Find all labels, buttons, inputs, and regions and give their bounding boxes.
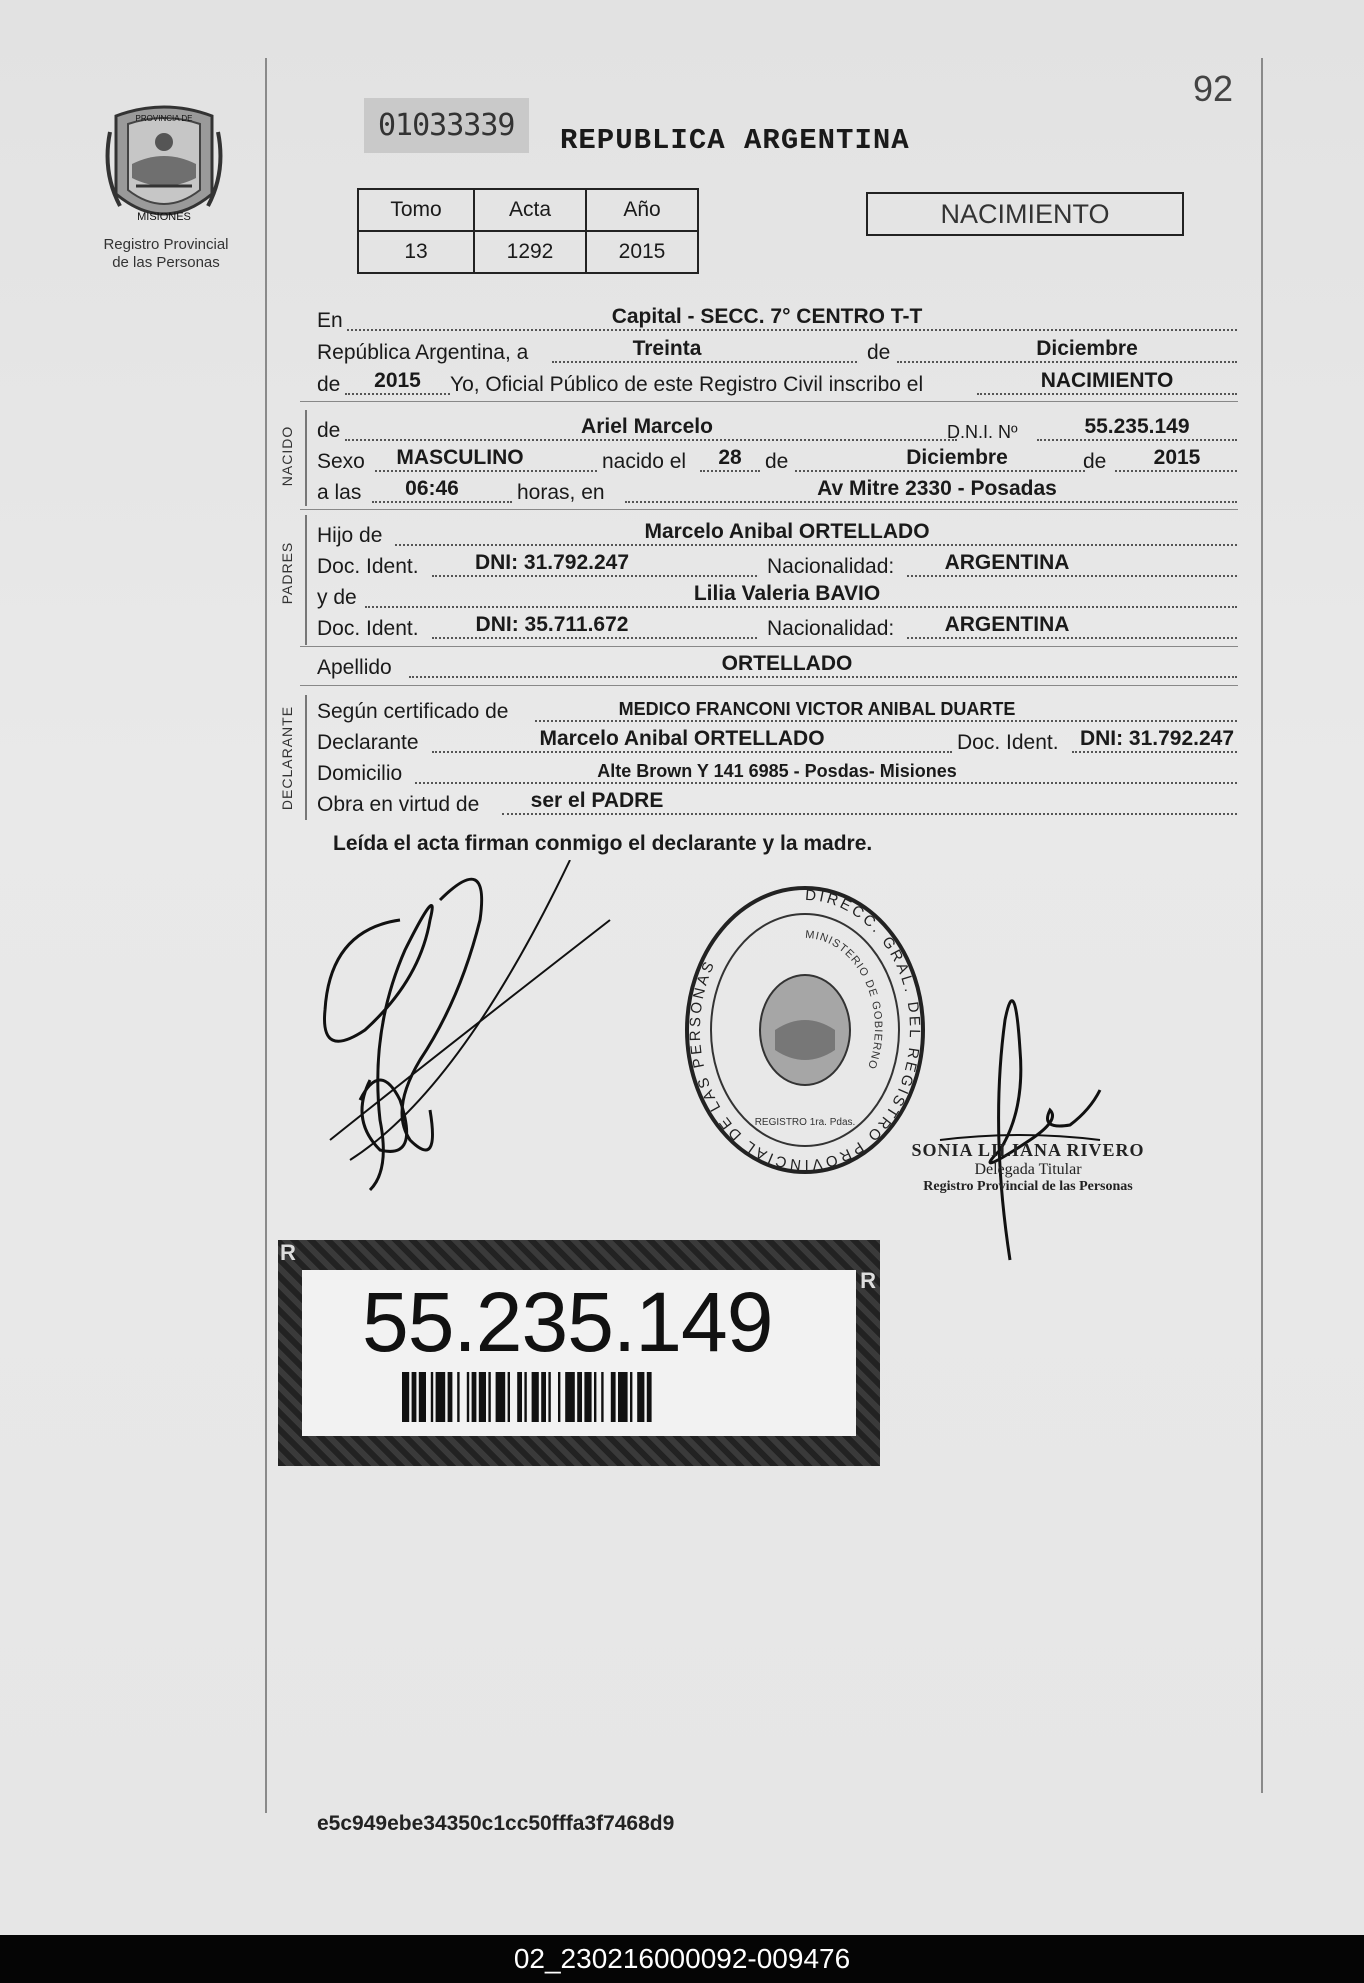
section-label-declarante: DECLARANTE [279,705,295,811]
registry-label [86,236,246,272]
label-horas-en: horas, en [517,481,605,504]
value-mother-nationality: ARGENTINA [944,613,1070,636]
seal-bottom-text: REGISTRO 1ra. Pdas. [754,1117,856,1128]
page-number: 92 [1193,68,1234,109]
logo-text-top: PROVINCIA DE [135,114,193,123]
register-table [357,188,699,274]
barcode-bar [558,1372,560,1422]
barcode-bar [402,1372,409,1422]
label-nacido-el: nacido el [602,450,687,473]
closing-statement: Leída el acta firman conmigo el declarante y la madre. [333,832,873,855]
barcode-bar [611,1372,616,1422]
label-de-birth-month: de [765,450,789,473]
row-father-doc [317,551,1237,581]
register-header-tomo: Tomo [358,189,474,231]
row-republica [317,337,1237,367]
label-de-name: de [317,419,341,442]
value-apellido: ORTELLADO [721,652,853,675]
register-value-acta: 1292 [474,231,586,273]
row-sexo [317,446,1237,476]
official-name: SONIA LILIANA RIVERO [911,1140,1145,1160]
label-sexo: Sexo [317,450,365,473]
label-mother-nationality: Nacionalidad: [767,617,895,640]
row-hijo-de [317,520,1237,550]
barcode-bar [448,1372,453,1422]
value-father-nationality: ARGENTINA [944,551,1070,574]
barcode-bar [647,1372,652,1422]
row-certificado [317,696,1237,726]
value-father-doc: DNI: 31.792.247 [474,551,630,574]
register-value-tomo: 13 [358,231,474,273]
right-margin-line [1261,58,1263,1793]
row-y-de [317,582,1237,612]
label-mother-doc: Doc. Ident. [317,617,419,640]
document-hash: e5c949ebe34350c1cc50fffa3f7468d9 [317,1812,675,1835]
seal-outer-text: DIRECC. GRAL. DEL REGISTRO PROVINCIAL DE LAS PERSONAS [686,886,924,1174]
barcode-bar [630,1372,632,1422]
barcode-bar [517,1372,522,1422]
barcode-bar [532,1372,539,1422]
value-declarante: Marcelo Anibal ORTELLADO [539,727,825,750]
value-mother-doc: DNI: 35.711.672 [475,613,629,636]
value-sexo: MASCULINO [396,446,524,469]
barcode-bar [496,1372,506,1422]
label-a-las: a las [317,481,362,504]
barcode-bars-icon [402,1372,772,1422]
barcode-bar [431,1372,433,1422]
value-child-name: Ariel Marcelo [581,415,713,438]
row-declarante [317,727,1237,757]
barcode-bar [524,1372,526,1422]
official-seal-stamp [680,880,930,1180]
value-birth-month: Diciembre [906,446,1008,469]
barcode-bar [584,1372,591,1422]
barcode-bar [601,1372,603,1422]
barcode-bar [594,1372,596,1422]
value-certificado: MEDICO FRANCONI VICTOR ANIBAL DUARTE [618,699,1016,719]
label-father-nationality: Nacionalidad: [767,555,895,578]
row-mother-doc [317,613,1237,643]
barcode-bar [508,1372,510,1422]
value-father-name: Marcelo Anibal ORTELLADO [644,520,930,543]
label-apellido: Apellido [317,656,392,679]
barcode-bar [548,1372,550,1422]
barcode-number: 55.235.149 [362,1275,773,1369]
label-hijo-de: Hijo de [317,524,383,547]
label-obra: Obra en virtud de [317,793,480,816]
frame-letter: R [280,1240,296,1265]
row-domicilio [317,758,1237,788]
row-hora [317,477,1237,507]
label-de-year: de [317,373,341,396]
barcode-bar [412,1372,417,1422]
label-certificado: Según certificado de [317,700,509,723]
value-month: Diciembre [1036,337,1138,360]
registry-label-line1: Registro Provincial [103,236,229,253]
barcode-bar [472,1372,477,1422]
label-dni: D.N.I. Nº [947,422,1018,442]
logo-text-bottom: MISIONES [137,211,191,223]
row-nacido-name [317,415,1237,445]
section-label-nacido: NACIDO [279,425,295,487]
value-birth-time: 06:46 [405,477,459,500]
country-title: REPUBLICA ARGENTINA [560,124,910,157]
section-label-padres: PADRES [279,541,295,605]
value-birth-year: 2015 [1153,446,1201,469]
register-header-ano: Año [586,189,698,231]
official-org: Registro Provincial de las Personas [923,1179,1133,1194]
frame-letter: R [860,1268,876,1293]
row-apellido [317,652,1237,682]
value-child-dni: 55.235.149 [1084,415,1190,438]
label-officer: Yo, Oficial Público de este Registro Civil inscribo el [450,373,924,396]
value-year: 2015 [374,369,421,392]
register-header-acta: Acta [474,189,586,231]
barcode-bar [457,1372,459,1422]
misiones-coat-of-arms-icon [104,102,224,230]
barcode-bar [436,1372,446,1422]
row-year [317,369,1237,399]
serial-number: 01033339 [364,98,529,153]
barcode-bar [618,1372,628,1422]
value-domicilio: Alte Brown Y 141 6985 - Posdas- Misiones [597,761,957,781]
value-mother-name: Lilia Valeria BAVIO [693,582,881,605]
official-role: Delegada Titular [974,1161,1082,1178]
label-domicilio: Domicilio [317,762,403,785]
act-type-box: NACIMIENTO [866,192,1184,236]
label-de-month: de [867,341,891,364]
barcode-bar [637,1372,644,1422]
left-margin-line [265,58,267,1813]
label-y-de: y de [317,586,357,609]
label-de-birth-year: de [1083,450,1107,473]
barcode-bar [467,1372,469,1422]
official-signature [930,990,1130,1270]
barcode-bar [541,1372,546,1422]
label-father-doc: Doc. Ident. [317,555,419,578]
barcode-panel [302,1270,856,1436]
official-stamp [893,1140,1163,1195]
label-en: En [317,309,343,332]
registry-label-line2: de las Personas [112,254,220,271]
label-declarante: Declarante [317,731,419,754]
label-declarante-doc: Doc. Ident. [957,731,1059,754]
declarant-signature [310,860,630,1210]
value-birth-place: Av Mitre 2330 - Posadas [817,477,1057,500]
seal-inner-text: MINISTERIO DE GOBIERNO [804,928,885,1072]
register-value-ano: 2015 [586,231,698,273]
file-id-footer: 02_230216000092-009476 [0,1935,1364,1983]
barcode-label [278,1240,880,1466]
barcode-bar [479,1372,486,1422]
value-obra: ser el PADRE [530,789,664,812]
value-birth-day: 28 [718,446,742,469]
value-declarante-doc: DNI: 31.792.247 [1079,727,1235,750]
value-inscription: NACIMIENTO [1040,369,1174,392]
barcode-bar [488,1372,490,1422]
value-day-words: Treinta [632,337,702,360]
barcode-bar [565,1372,575,1422]
barcode-bar [419,1372,426,1422]
label-republica: República Argentina, a [317,341,529,364]
value-place: Capital - SECC. 7° CENTRO T-T [611,305,923,328]
row-en [317,305,1237,335]
row-obra [317,789,1237,819]
barcode-bar [577,1372,582,1422]
